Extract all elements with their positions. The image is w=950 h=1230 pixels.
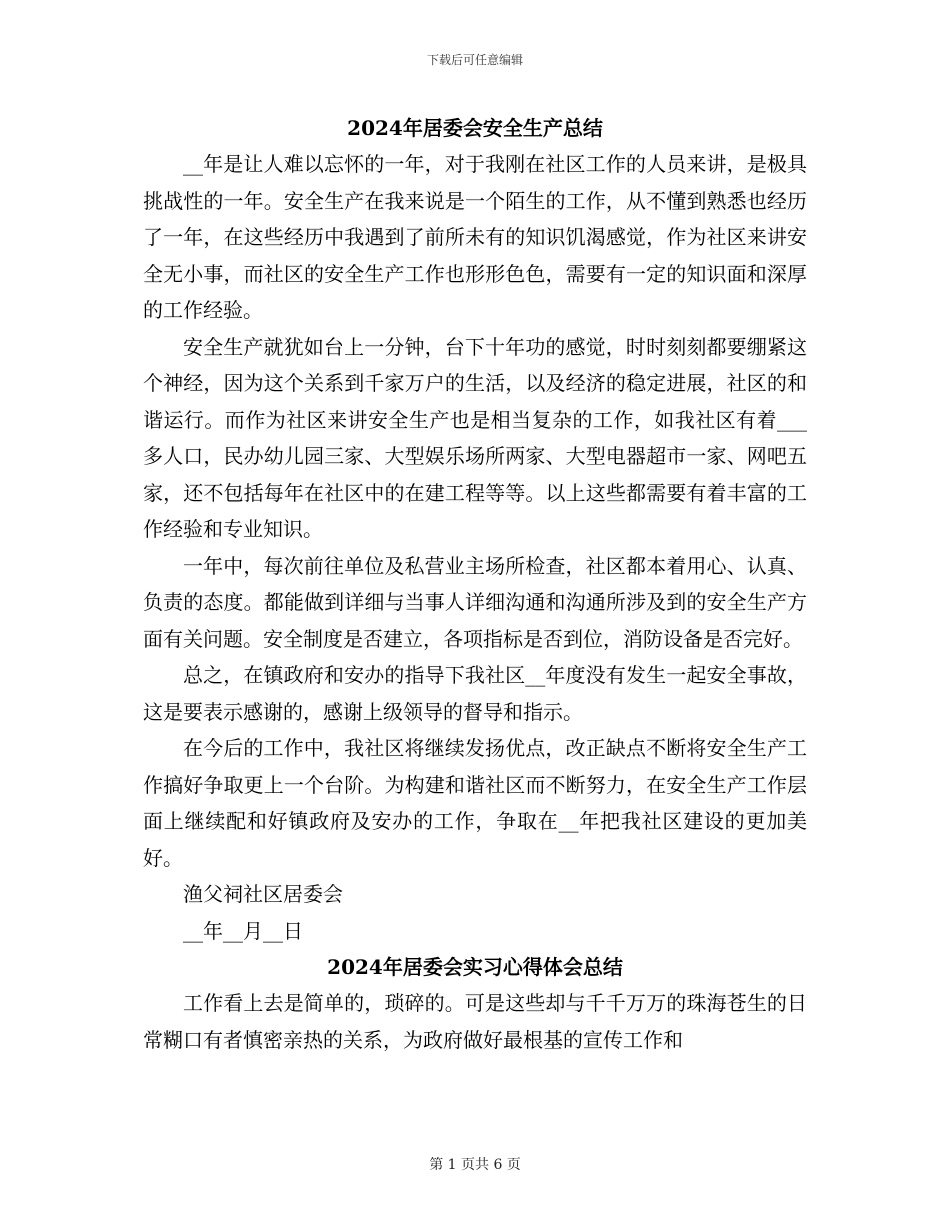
page-number-footer: 第 1 页共 6 页	[429, 1157, 521, 1173]
section1-title: 2024年居委会安全生产总结	[347, 116, 603, 140]
section2-title: 2024年居委会实习心得体会总结	[327, 955, 623, 979]
document-body	[143, 110, 807, 1058]
section1-paragraph-3: 一年中，每次前往单位及私营业主场所检查，社区都本着用心、认真、负责的态度。都能做到详细与当事人详细沟通和沟通所涉及到的安全生产方面有关问题。安全制度是否建立，各项指标是否到位，消防设备是否完好。	[143, 553, 807, 651]
section1-paragraph-2: 安全生产就犹如台上一分钟，台下十年功的感觉，时时刻刻都要绷紧这个神经，因为这个关系到千家万户的生活，以及经济的稳定进展，社区的和谐运行。而作为社区来讲安全生产也是相当复杂的工作，如我社区有着___多人口，民办幼儿园三家、大型娱乐场所两家、大型电器超市一家、网吧五家，还不包括每年在社区中的在建工程等等。以上这些都需要有着丰富的工作经验和专业知识。	[143, 334, 807, 541]
section1-date: __年__月__日	[183, 918, 303, 943]
section1-paragraph-4: 总之，在镇政府和安办的指导下我社区__年度没有发生一起安全事故，这是要表示感谢的，感谢上级领导的督导和指示。	[143, 663, 807, 724]
section1-paragraph-1: __年是让人难以忘怀的一年，对于我刚在社区工作的人员来讲，是极具挑战性的一年。安全生产在我来说是一个陌生的工作，从不懂到熟悉也经历了一年，在这些经历中我遇到了前所未有的知识饥渴感觉，作为社区来讲安全无小事，而社区的安全生产工作也形形色色，需要有一定的知识面和深厚的工作经验。	[143, 152, 807, 322]
section2-paragraph-1: 工作看上去是简单的，琐碎的。可是这些却与千千万万的珠海苍生的日常糊口有者慎密亲热的关系，为政府做好最根基的宣传工作和	[143, 991, 807, 1052]
page-header-note: 下载后可任意编辑	[426, 53, 523, 67]
section1-signature: 渔父祠社区居委会	[183, 882, 343, 906]
section1-paragraph-5: 在今后的工作中，我社区将继续发扬优点，改正缺点不断将安全生产工作搞好争取更上一个台阶。为构建和谐社区而不断努力，在安全生产工作层面上继续配和好镇政府及安办的工作，争取在__年把我社区建设的更加美好。	[143, 736, 807, 870]
